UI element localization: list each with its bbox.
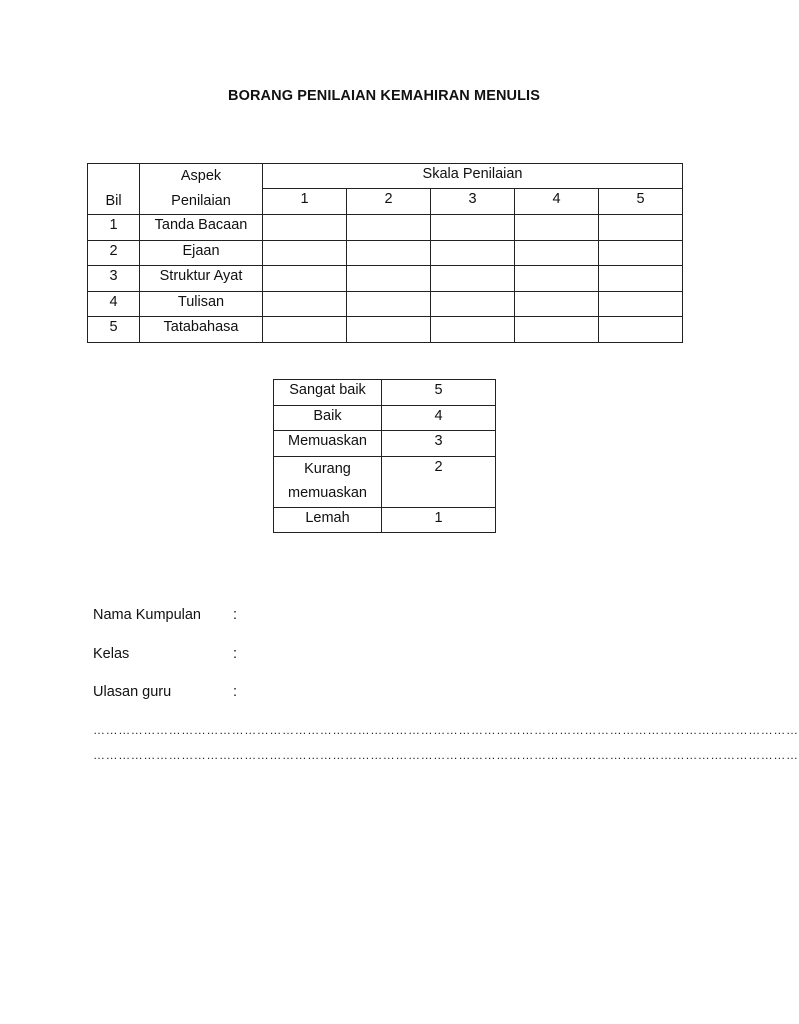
table-row: [88, 291, 683, 317]
page-title: BORANG PENILAIAN KEMAHIRAN MENULIS: [228, 88, 540, 104]
nama-kumpulan-label: Nama Kumpulan: [93, 607, 201, 623]
scale-value: 2: [382, 456, 496, 507]
bil-cell: 1: [88, 215, 140, 241]
scale-number: 5: [599, 189, 683, 215]
bil-header-cell: [88, 164, 140, 215]
score-cell[interactable]: [515, 266, 599, 292]
bil-cell: 4: [88, 291, 140, 317]
score-cell[interactable]: [263, 215, 347, 241]
field-kelas: [93, 646, 237, 662]
score-cell[interactable]: [347, 240, 431, 266]
bil-cell: 5: [88, 317, 140, 343]
table-row: [274, 405, 496, 431]
dotted-line-2: ……………………………………………………………………………………………………………………………………………………: [93, 748, 799, 762]
aspek-cell: Tatabahasa: [140, 317, 263, 343]
scale-legend-table: [273, 379, 496, 533]
score-cell[interactable]: [347, 317, 431, 343]
scale-label: [274, 456, 382, 507]
score-cell[interactable]: [347, 215, 431, 241]
aspek-cell: Ejaan: [140, 240, 263, 266]
scale-number: 1: [263, 189, 347, 215]
table-row: [274, 507, 496, 533]
aspek-header-cell: [140, 164, 263, 215]
table-row: [88, 317, 683, 343]
scale-value: 4: [382, 405, 496, 431]
field-ulasan-guru: [93, 684, 237, 700]
score-cell[interactable]: [599, 240, 683, 266]
table-row: [274, 380, 496, 406]
score-cell[interactable]: [431, 215, 515, 241]
scale-label-line2: memuaskan: [288, 484, 367, 501]
score-cell[interactable]: [263, 266, 347, 292]
aspek-header-line1: Aspek: [180, 168, 222, 184]
scale-value: 1: [382, 507, 496, 533]
dotted-line-1: ……………………………………………………………………………………………………………………………………………………: [93, 723, 799, 737]
aspek-cell: Tanda Bacaan: [140, 215, 263, 241]
scale-label: Memuaskan: [274, 431, 382, 457]
scale-number: 3: [431, 189, 515, 215]
scale-label-line1: Kurang: [304, 460, 351, 477]
aspek-cell: Tulisan: [140, 291, 263, 317]
score-cell[interactable]: [599, 266, 683, 292]
score-cell[interactable]: [599, 317, 683, 343]
score-cell[interactable]: [431, 266, 515, 292]
ulasan-guru-label: Ulasan guru: [93, 684, 172, 700]
table-row: [88, 266, 683, 292]
score-cell[interactable]: [431, 291, 515, 317]
bil-cell: 2: [88, 240, 140, 266]
kelas-label: Kelas: [93, 646, 130, 662]
score-cell[interactable]: [347, 291, 431, 317]
score-cell[interactable]: [263, 291, 347, 317]
scale-number: 2: [347, 189, 431, 215]
score-cell[interactable]: [599, 215, 683, 241]
table-row: [88, 240, 683, 266]
field-nama-kumpulan: [93, 607, 237, 623]
aspek-cell: Struktur Ayat: [140, 266, 263, 292]
bil-cell: 3: [88, 266, 140, 292]
score-cell[interactable]: [515, 240, 599, 266]
aspek-header-line2: Penilaian: [171, 193, 231, 209]
colon: :: [233, 684, 238, 700]
scale-label: Lemah: [274, 507, 382, 533]
scale-label: Sangat baik: [274, 380, 382, 406]
skala-header: Skala Penilaian: [263, 164, 683, 189]
score-cell[interactable]: [263, 317, 347, 343]
score-cell[interactable]: [515, 215, 599, 241]
colon: :: [233, 607, 238, 623]
score-cell[interactable]: [515, 317, 599, 343]
score-cell[interactable]: [599, 291, 683, 317]
scale-value: 3: [382, 431, 496, 457]
score-cell[interactable]: [431, 317, 515, 343]
table-row: [88, 215, 683, 241]
colon: :: [233, 646, 238, 662]
table-row: [274, 456, 496, 507]
score-cell[interactable]: [347, 266, 431, 292]
score-cell[interactable]: [515, 291, 599, 317]
score-cell[interactable]: [263, 240, 347, 266]
table-row: [274, 431, 496, 457]
score-cell[interactable]: [431, 240, 515, 266]
scale-label: Baik: [274, 405, 382, 431]
assessment-table: [87, 163, 683, 343]
scale-number: 4: [515, 189, 599, 215]
bil-header: Bil: [105, 193, 122, 209]
scale-value: 5: [382, 380, 496, 406]
